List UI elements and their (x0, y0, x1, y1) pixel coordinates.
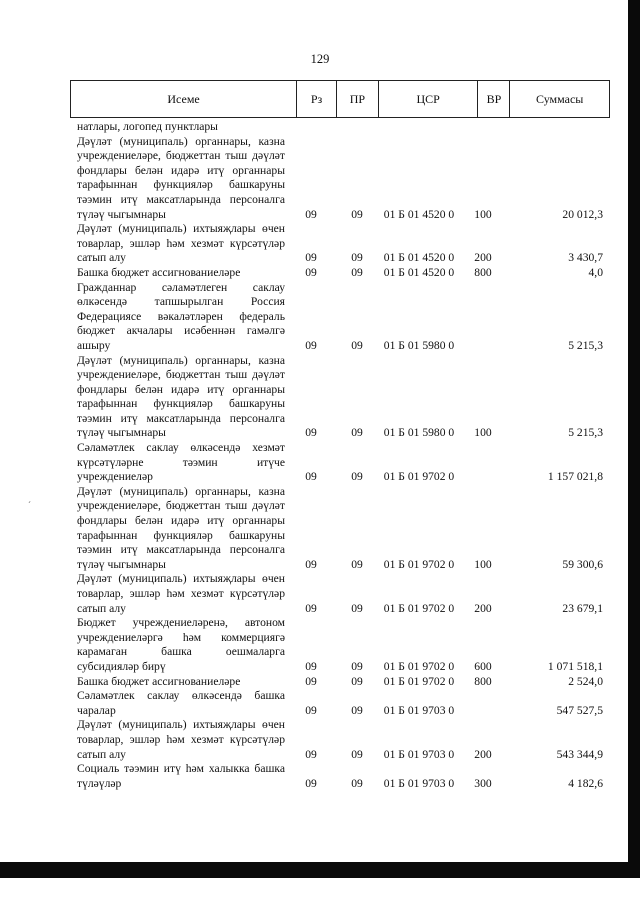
header-sum: Суммасы (536, 91, 584, 106)
cell-vr: 800 (474, 265, 492, 279)
cell-csr: 01 Б 01 9702 0 (383, 601, 455, 615)
cell-csr: 01 Б 01 4520 0 (383, 251, 455, 265)
table-row (77, 616, 603, 674)
table-row (77, 266, 603, 281)
budget-table (77, 120, 603, 791)
cell-rz: 09 (305, 426, 317, 440)
cell-pr: 09 (351, 747, 363, 761)
cell-pr: 09 (351, 265, 363, 279)
table-row (77, 354, 603, 442)
cell-pr: 09 (351, 426, 363, 440)
cell-sum: 23 679,1 (562, 601, 603, 615)
table-row (77, 135, 603, 223)
cell-name: Бюджет учреждениеләренә, автоном учреждениеләргә һәм коммерциягә карамаган башка оешмаларга субсидияләр бирү (77, 616, 285, 673)
cell-name: Дәүләт (муниципаль) ихтыяҗлары өчен товарлар, эшләр һәм хезмәт күрсәтүләр сатып алу (77, 572, 285, 615)
cell-name: Дәүләт (муниципаль) органнары, казна учреждениеләре, бюджеттан тыш дәүләт фондлары белән идарә итү органнары тарафыннан функцияләр башкаруны тәэмин итү максатларында персоналга түләү чыгымнары (77, 484, 285, 571)
scan-edge-bottom (0, 862, 640, 878)
cell-csr: 01 Б 01 9702 0 (383, 674, 455, 688)
cell-pr: 09 (351, 776, 363, 790)
cell-rz: 09 (305, 338, 317, 352)
cell-name: Дәүләт (муниципаль) ихтыяҗлары өчен товарлар, эшләр һәм хезмәт күрсәтүләр сатып алу (77, 718, 285, 761)
cell-csr: 01 Б 01 9703 0 (383, 703, 455, 717)
table-row (77, 675, 603, 690)
cell-csr: 01 Б 01 4520 0 (383, 265, 455, 279)
table-row (77, 441, 603, 485)
cell-rz: 09 (305, 251, 317, 265)
cell-sum: 3 430,7 (568, 251, 603, 265)
cell-name: Сәламәтлек саклау өлкәсендә хезмәт күрсәтүләрне тәэмин итүче учреждениеләр (77, 441, 285, 484)
table-row (77, 222, 603, 266)
cell-sum: 2 524,0 (568, 674, 603, 688)
cell-name: Башка бюджет ассигнованиеләре (77, 674, 241, 688)
cell-name: Сәламәтлек саклау өлкәсендә башка чаралар (77, 689, 285, 717)
cell-rz: 09 (305, 674, 317, 688)
cell-rz: 09 (305, 557, 317, 571)
cell-pr: 09 (351, 470, 363, 484)
cell-name: Дәүләт (муниципаль) органнары, казна учреждениеләре, бюджеттан тыш дәүләт фондлары белән идарә итү органнары тарафыннан функцияләр башкаруны тәэмин итү максатларында персоналга түләү чыгымнары (77, 134, 285, 221)
table-row (77, 718, 603, 762)
header-rz: Рз (297, 81, 337, 117)
cell-sum: 1 157 021,8 (547, 470, 603, 484)
cell-csr: 01 Б 01 9703 0 (383, 776, 455, 790)
cell-pr: 09 (351, 659, 363, 673)
cell-vr (461, 689, 505, 718)
cell-pr: 09 (351, 557, 363, 571)
cell-sum: 4,0 (588, 265, 603, 279)
cell-csr: 01 Б 01 5980 0 (383, 338, 455, 352)
cell-pr: 09 (351, 207, 363, 221)
cell-sum: 543 344,9 (556, 747, 603, 761)
cell-pr: 09 (351, 674, 363, 688)
cell-sum: 5 215,3 (568, 426, 603, 440)
cell-vr: 200 (474, 747, 492, 761)
header-csr: ЦСР (379, 81, 479, 117)
cell-name: Башка бюджет ассигнованиеләре (77, 265, 241, 279)
cell-sum: 1 071 518,1 (547, 659, 603, 673)
cell-sum: 59 300,6 (562, 557, 603, 571)
table-row (77, 281, 603, 354)
cell-csr: 01 Б 01 9703 0 (383, 747, 455, 761)
cell-rz: 09 (305, 703, 317, 717)
cell-rz (285, 120, 337, 135)
cell-vr: 100 (474, 426, 492, 440)
table-row (77, 762, 603, 791)
cell-rz: 09 (305, 470, 317, 484)
page-number: 129 (310, 52, 330, 66)
cell-csr: 01 Б 01 9702 0 (383, 470, 455, 484)
cell-vr (461, 120, 505, 135)
cell-vr: 100 (474, 207, 492, 221)
cell-rz: 09 (305, 265, 317, 279)
cell-vr: 100 (474, 557, 492, 571)
header-name: Исеме (71, 81, 297, 117)
cell-name: Социаль тәэмин итү һәм халыкка башка түләүләр (77, 762, 285, 790)
table-row (77, 689, 603, 718)
cell-sum: 547 527,5 (556, 703, 603, 717)
cell-vr: 600 (474, 659, 492, 673)
cell-pr (337, 120, 377, 135)
cell-pr: 09 (351, 251, 363, 265)
cell-vr: 300 (474, 776, 492, 790)
cell-rz: 09 (305, 747, 317, 761)
cell-rz: 09 (305, 601, 317, 615)
cell-pr: 09 (351, 703, 363, 717)
header-vr: ВР (478, 81, 510, 117)
cell-pr: 09 (351, 601, 363, 615)
cell-vr: 200 (474, 251, 492, 265)
cell-sum: 4 182,6 (568, 776, 603, 790)
cell-rz: 09 (305, 659, 317, 673)
scan-edge-right (628, 0, 640, 878)
cell-name: Гражданнар сәламәтлеген саклау өлкәсендә тапшырылган Россия Федерациясе вәкаләтләрен федераль бюджет акчалары исәбеннән гамәлгә ашыру (77, 280, 285, 352)
cell-name: Дәүләт (муниципаль) органнары, казна учреждениеләре, бюджеттан тыш дәүләт фондлары белән идарә итү органнары тарафыннан функцияләр башкаруны тәэмин итү максатларында персоналга түләү чыгымнары (77, 353, 285, 440)
table-row (77, 572, 603, 616)
cell-csr (377, 120, 461, 135)
cell-name: натлары, логопед пунктлары (77, 120, 218, 133)
cell-vr: 800 (474, 674, 492, 688)
header-pr: ПР (337, 81, 379, 117)
cell-csr: 01 Б 01 9702 0 (383, 557, 455, 571)
cell-name: Дәүләт (муниципаль) ихтыяҗлары өчен товарлар, эшләр һәм хезмәт күрсәтүләр сатып алу (77, 222, 285, 265)
stray-mark: ´ (28, 500, 31, 510)
cell-rz: 09 (305, 776, 317, 790)
cell-csr: 01 Б 01 9702 0 (383, 659, 455, 673)
cell-sum: 5 215,3 (568, 338, 603, 352)
cell-vr (461, 441, 505, 485)
cell-vr (461, 281, 505, 354)
cell-csr: 01 Б 01 5980 0 (383, 426, 455, 440)
cell-sum: 20 012,3 (562, 207, 603, 221)
cell-sum (505, 120, 603, 135)
table-header (70, 80, 610, 118)
cell-rz: 09 (305, 207, 317, 221)
table-row (77, 120, 603, 135)
cell-vr: 200 (474, 601, 492, 615)
cell-pr: 09 (351, 338, 363, 352)
cell-csr: 01 Б 01 4520 0 (383, 207, 455, 221)
table-row (77, 485, 603, 573)
